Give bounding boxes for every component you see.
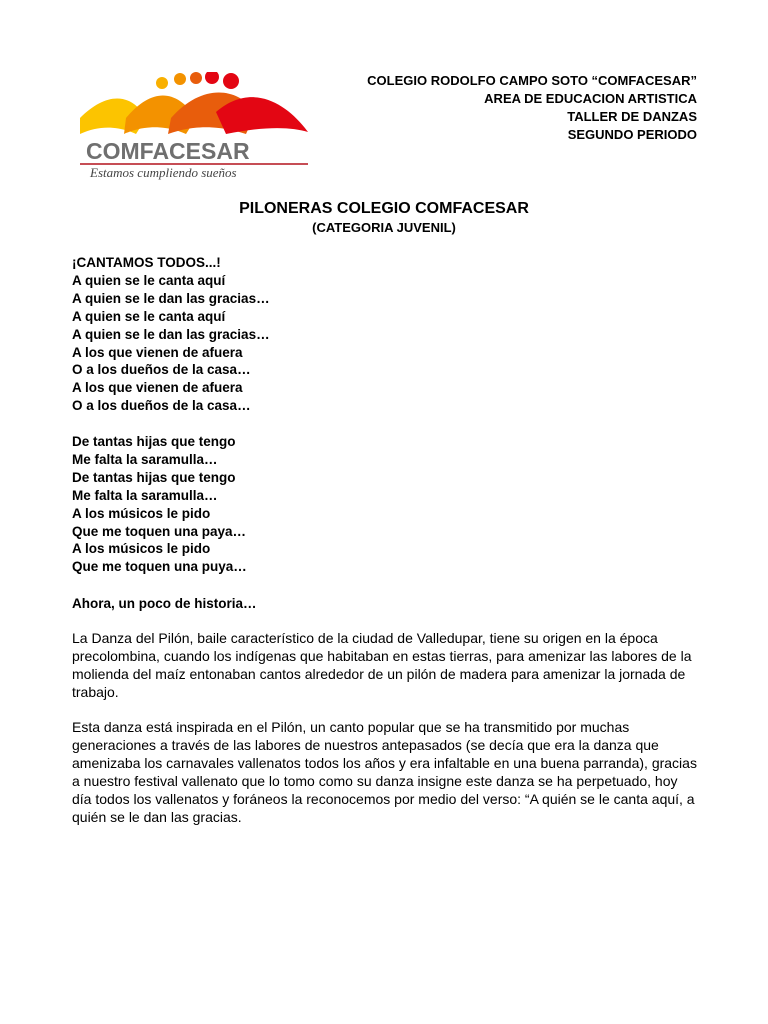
comfacesar-logo [76, 72, 314, 182]
verse-line: De tantas hijas que tengo [72, 469, 236, 485]
history-heading: Ahora, un poco de historia… [72, 596, 257, 611]
header-area: AREA DE EDUCACION ARTISTICA [484, 91, 697, 106]
logo-dot [156, 77, 168, 89]
document-title: PILONERAS COLEGIO COMFACESAR [239, 200, 529, 217]
verse-line: Me falta la saramulla… [72, 487, 218, 503]
verse-line: A quien se le dan las gracias… [72, 290, 270, 306]
verse-line: Que me toquen una puya… [72, 559, 247, 575]
stanza-2 [72, 433, 270, 576]
verse-line: Que me toquen una paya… [72, 523, 247, 539]
document-subtitle: (CATEGORIA JUVENIL) [312, 220, 456, 235]
stanza-1 [72, 254, 270, 415]
verse-line: Me falta la saramulla… [72, 451, 218, 467]
school-header [367, 72, 697, 144]
comfacesar-logo-graphic [76, 72, 314, 182]
logo-wave-red [216, 97, 308, 134]
logo-brand-text: COMFACESAR [86, 138, 250, 164]
header-school-name: COLEGIO RODOLFO CAMPO SOTO “COMFACESAR” [367, 73, 697, 88]
verse-line: A los que vienen de afuera [72, 344, 243, 360]
history-paragraph-2: Esta danza está inspirada en el Pilón, un canto popular que se ha transmitido por muchas generaciones a través de las labores de nuestros antepasados (se decía que era la danza que amenizaba los carnavales vallenatos todos los años y era infaltable en una buena parranda), gracias a nuestro festival vallenato que lo tomo como su danza insigne este danza se ha perpetuado, hoy día todos los vallenatos y foráneos la reconocemos por medio del verso: “A quién se le canta aquí, a quién se le dan las gracias. [72, 719, 697, 825]
logo-dot [174, 73, 186, 85]
song-verses [72, 254, 270, 594]
logo-dot [205, 72, 219, 84]
verse-line: De tantas hijas que tengo [72, 434, 236, 450]
logo-dot [190, 72, 202, 84]
verse-line: A quien se le canta aquí [72, 308, 226, 324]
verse-line: O a los dueños de la casa… [72, 362, 251, 378]
header-periodo: SEGUNDO PERIODO [567, 127, 697, 142]
logo-slogan-text: Estamos cumpliendo sueños [90, 165, 237, 180]
verse-line: A quien se le canta aquí [72, 272, 226, 288]
verse-line: O a los dueños de la casa… [72, 398, 251, 414]
header-taller: TALLER DE DANZAS [567, 109, 697, 124]
verse-line: ¡CANTAMOS TODOS...! [72, 255, 221, 270]
verse-line: A quien se le dan las gracias… [72, 326, 270, 342]
verse-line: A los músicos le pido [72, 541, 211, 557]
logo-dot [223, 73, 239, 89]
verse-line: A los músicos le pido [72, 505, 211, 521]
verse-line: A los que vienen de afuera [72, 380, 243, 396]
history-paragraph-1: La Danza del Pilón, baile característico de la ciudad de Valledupar, tiene su origen en la época precolombina, cuando los indígenas que habitaban en estas tierras, para amenizar las labores de la molienda del maíz entonaban cantos alrededor de un pilón de madera para amenizar la jornada de trabajo. [72, 630, 692, 700]
